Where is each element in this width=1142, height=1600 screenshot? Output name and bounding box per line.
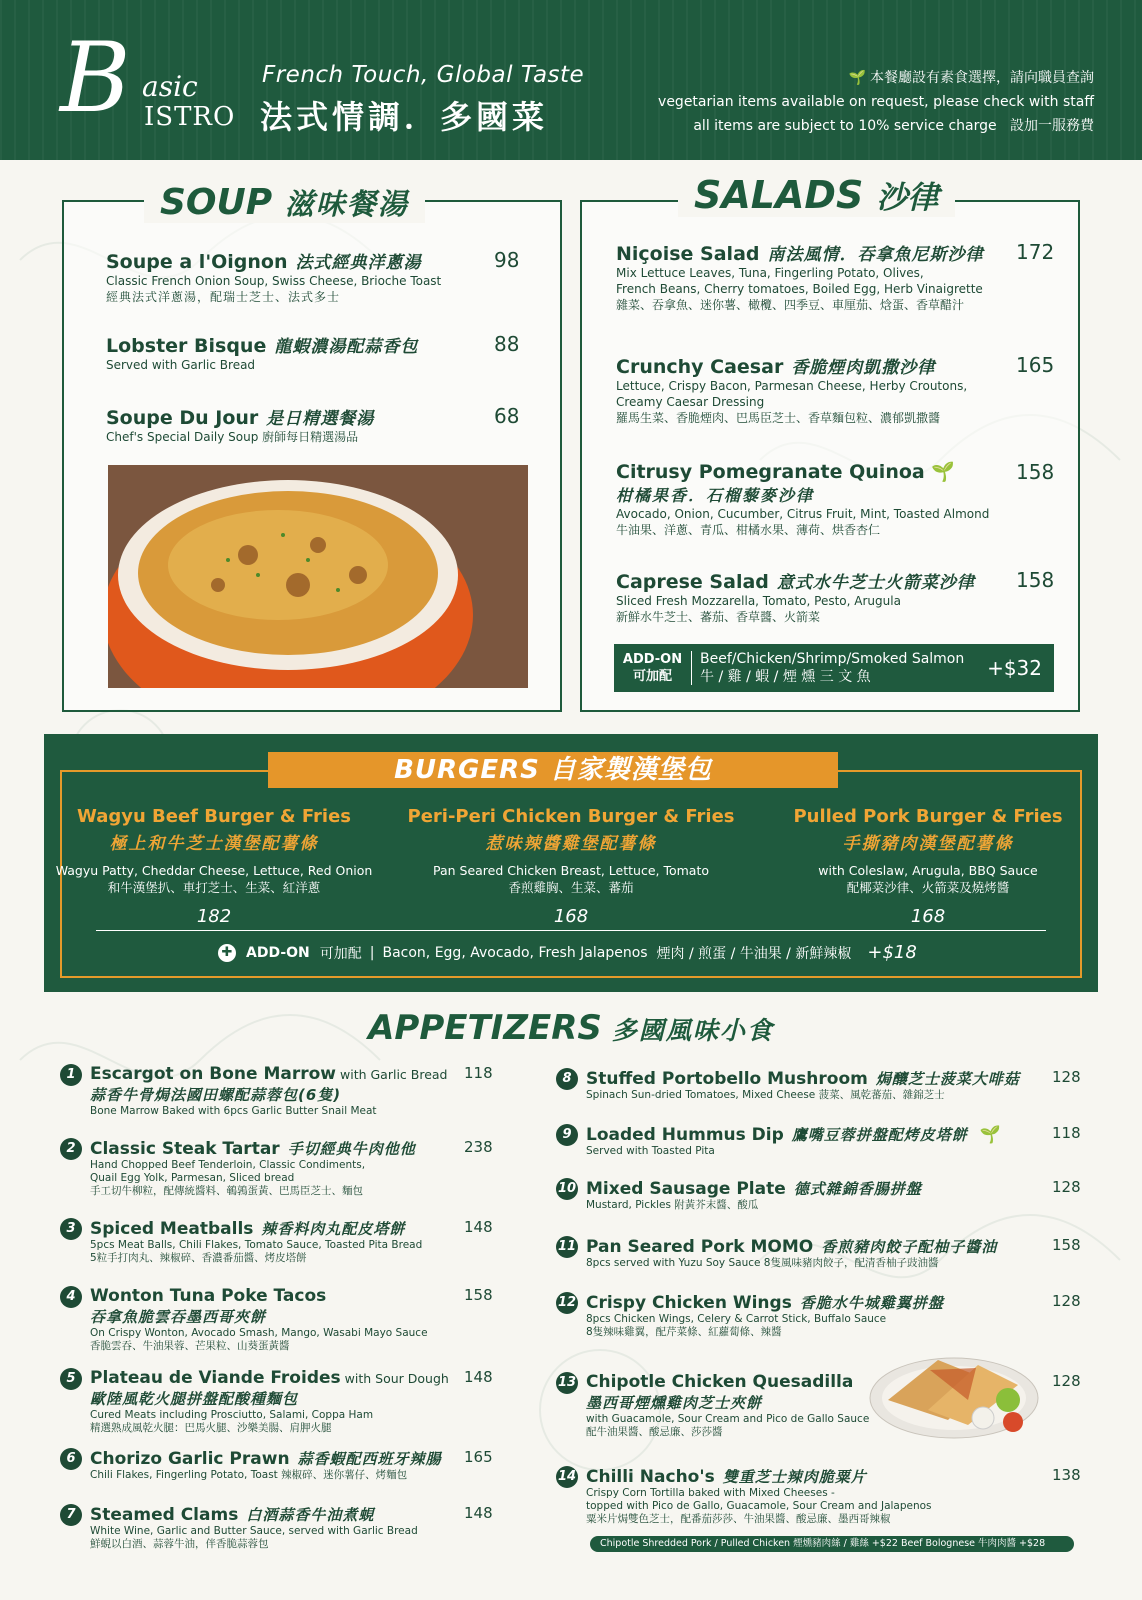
item-number: 1 bbox=[60, 1064, 82, 1086]
item-number: 6 bbox=[60, 1448, 82, 1470]
appetizers-title: APPETIZERS 多國風味小食 bbox=[368, 1008, 774, 1048]
item-number: 13 bbox=[556, 1372, 578, 1394]
appetizer-item: 2 Classic Steak Tartar 手切經典牛肉他他 Hand Chopped Beef Tenderloin, Classic Condiments, Quail Egg Yolk, Parmesan, Sliced bread 手工切牛柳粒，配傳統醬料、鵪鶉蛋黃、巴馬臣芝士、麵包 238 bbox=[60, 1138, 530, 1198]
notice-zh1: 本餐廳設有素食選擇，請向職員查詢 bbox=[870, 70, 1094, 86]
tagline-en: French Touch, Global Taste bbox=[262, 62, 585, 88]
divider bbox=[96, 930, 1046, 931]
burger-item: Pulled Pork Burger & Fries 手撕豬肉漢堡配薯條 with Coleslaw, Arugula, BBQ Sauce 配椰菜沙律、火箭菜及燒烤醬 168 bbox=[793, 806, 1063, 927]
soup-item: Soupe Du Jour 是日精選餐湯 Chef's Special Daily Soup 廚師每日精選湯品 68 bbox=[106, 404, 520, 444]
item-number: 9 bbox=[556, 1124, 578, 1146]
item-number: 8 bbox=[556, 1068, 578, 1090]
logo-initial: B bbox=[60, 22, 131, 134]
salads-title: SALADS 沙律 bbox=[678, 172, 955, 217]
item-number: 14 bbox=[556, 1466, 578, 1488]
notice-zh2: 設加一服務費 bbox=[1010, 118, 1094, 134]
salad-item: Citrusy Pomegranate Quinoa 🌱 柑橘果香．石榴藜麥沙律 Avocado, Onion, Cucumber, Citrus Fruit, Mint, Toasted Almond 牛油果、洋蔥、青瓜、柑橘水果、薄荷、烘香杏仁 158 bbox=[616, 460, 1055, 537]
soup-title: SOUP 滋味餐湯 bbox=[144, 182, 425, 223]
plus-icon: ✚ bbox=[218, 944, 236, 962]
vegetarian-leaf-icon: 🌱 bbox=[931, 461, 956, 483]
nacho-addon-bar: Chipotle Shredded Pork / Pulled Chicken 煙燻豬肉絲 / 雞絲 +$22 Beef Bolognese 牛肉肉醬 +$28 bbox=[590, 1536, 1074, 1552]
appetizer-item: 13 Chipotle Chicken Quesadilla 墨西哥煙燻雞肉芝士夾餅 with Guacamole, Sour Cream and Pico de Gallo Sauce 配牛油果醬、酸忌廉、莎莎醬 128 bbox=[557, 1372, 1081, 1438]
appetizer-item: 7 Steamed Clams 白酒蒜香牛油煮蜆 White Wine, Garlic and Butter Sauce, served with Garlic Bread 鮮蜆以白酒、蒜蓉牛油，伴香脆蒜蓉包 148 bbox=[60, 1504, 530, 1551]
leaf-icon: 🌱 bbox=[848, 70, 866, 86]
logo-line2: ISTRO bbox=[144, 102, 236, 132]
appetizer-item: 3 Spiced Meatballs 辣香料肉丸配皮塔餅 5pcs Meat Balls, Chili Flakes, Tomato Sauce, Toasted Pita Bread 5粒手打肉丸、辣椒碎、香濃番茄醬、烤皮塔餅 148 bbox=[60, 1218, 530, 1265]
appetizer-item: 5 Plateau de Viande Froides with Sour Dough 歐陸風乾火腿拼盤配酸種麵包 Cured Meats including Prosciutto, Salami, Coppa Ham 精選熟成風乾火腿：巴馬火腿、沙樂美腸、肩胛火腿 148 bbox=[60, 1368, 530, 1435]
appetizer-item: 8 Stuffed Portobello Mushroom 焗釀芝士菠菜大啡菇 Spinach Sun-dried Tomatoes, Mixed Cheese 菠菜、風乾蕃茄、雜錦芝士 128 bbox=[556, 1068, 1026, 1102]
salad-item: Caprese Salad 意式水牛芝士火箭菜沙律 Sliced Fresh Mozzarella, Tomato, Pesto, Arugula 新鮮水牛芝士、蕃茄、香草醬、火箭菜 158 bbox=[616, 568, 1055, 624]
onion-soup-photo bbox=[108, 465, 528, 688]
notice-en2: all items are subject to 10% service charge bbox=[693, 118, 997, 134]
logo bbox=[60, 22, 236, 138]
vegetarian-leaf-icon: 🌱 bbox=[979, 1125, 1001, 1145]
soup-item: Soupe a l'Oignon 法式經典洋蔥湯 Classic French Onion Soup, Swiss Cheese, Brioche Toast 經典法式洋蔥湯，配瑞士芝士、法式多士 98 bbox=[106, 248, 520, 304]
item-number: 11 bbox=[556, 1236, 578, 1258]
tagline-zh: 法式情調．多國菜 bbox=[260, 98, 549, 136]
appetizer-item: 4 Wonton Tuna Poke Tacos 吞拿魚脆雲吞墨西哥夾餅 On Crispy Wonton, Avocado Smash, Mango, Wasabi Mayo Sauce 香脆雲吞、牛油果蓉、芒果粒、山葵蛋黃醬 158 bbox=[60, 1286, 530, 1353]
soup-item: Lobster Bisque 龍蝦濃湯配蒜香包 Served with Garlic Bread 88 bbox=[106, 332, 520, 372]
burgers-title: BURGERS 自家製漢堡包 bbox=[268, 752, 838, 788]
header bbox=[0, 0, 1142, 160]
logo-line1: asic bbox=[142, 70, 198, 103]
appetizer-item: 9 Loaded Hummus Dip 鷹嘴豆蓉拼盤配烤皮塔餅 🌱 Served with Toasted Pita 118 bbox=[556, 1124, 1026, 1158]
appetizer-item: 14 Chilli Nacho's 雙重芝士辣肉脆粟片 Crispy Corn Tortilla baked with Mixed Cheeses - topped with Pico de Gallo, Guacamole, Sour Cream and Jalapenos 粟米片焗雙色芝士，配番茄莎莎、牛油果醬、酸忌廉、墨西哥辣椒 138 bbox=[557, 1466, 1081, 1525]
burger-item: Wagyu Beef Burger & Fries 極上和牛芝士漢堡配薯條 Wagyu Patty, Cheddar Cheese, Lettuce, Red Onion 和牛漢堡扒、車打芝士、生菜、紅洋蔥 182 bbox=[55, 806, 373, 927]
appetizer-item: 11 Pan Seared Pork MOMO 香煎豬肉餃子配柚子醬油 8pcs served with Yuzu Soy Sauce 8隻風味豬肉餃子，配清香柚子豉油醬 158 bbox=[557, 1236, 1081, 1269]
item-number: 12 bbox=[556, 1292, 578, 1314]
item-number: 3 bbox=[60, 1218, 82, 1240]
burger-item: Peri-Peri Chicken Burger & Fries 惹味辣醬雞堡配薯條 Pan Seared Chicken Breast, Lettuce, Tomato 香煎雞胸、生菜、蕃茄 168 bbox=[407, 806, 735, 927]
notice bbox=[658, 66, 1094, 138]
appetizer-item: 12 Crispy Chicken Wings 香脆水牛城雞翼拼盤 8pcs Chicken Wings, Celery & Carrot Stick, Buffalo Sauce 8隻辣味雞翼，配芹菜條、紅蘿蔔條、辣醬 128 bbox=[557, 1292, 1081, 1338]
appetizer-item: 1 Escargot on Bone Marrow with Garlic Bread 蒜香牛骨焗法國田螺配蒜蓉包(6隻) Bone Marrow Baked with 6pcs Garlic Butter Snail Meat 118 bbox=[60, 1064, 530, 1118]
quesadilla-photo bbox=[868, 1340, 1040, 1442]
salad-addon-bar: ADD-ON 可加配 Beef/Chicken/Shrimp/Smoked Salmon 牛 / 雞 / 蝦 / 煙 燻 三 文 魚 +$32 bbox=[614, 644, 1054, 692]
appetizer-item: 10 Mixed Sausage Plate 德式雜錦香腸拼盤 Mustard, Pickles 附黃芥末醬、酸瓜 128 bbox=[557, 1178, 1081, 1211]
item-number: 4 bbox=[60, 1286, 82, 1308]
item-number: 10 bbox=[556, 1178, 578, 1200]
salad-item: Niçoise Salad 南法風情．吞拿魚尼斯沙律 Mix Lettuce Leaves, Tuna, Fingerling Potato, Olives, French Beans, Cherry tomatoes, Boiled Egg, Herb Vinaigrette 雜菜、吞拿魚、迷你薯、橄欖、四季豆、車厘茄、焓蛋、香草醋汁 172 bbox=[616, 240, 1055, 312]
notice-en1: vegetarian items available on request, please check with staff bbox=[658, 94, 1094, 110]
burger-addon: ✚ ADD-ON 可加配 | Bacon, Egg, Avocado, Fresh Jalapenos 煙肉 / 煎蛋 / 牛油果 / 新鮮辣椒 +$18 bbox=[218, 942, 917, 963]
item-number: 5 bbox=[60, 1368, 82, 1390]
salad-item: Crunchy Caesar 香脆煙肉凱撒沙律 Lettuce, Crispy Bacon, Parmesan Cheese, Herby Croutons, Creamy Caesar Dressing 羅馬生菜、香脆煙肉、巴馬臣芝士、香草麵包粒、濃郁凱撒醬 165 bbox=[616, 353, 1055, 425]
appetizer-item: 6 Chorizo Garlic Prawn 蒜香蝦配西班牙辣腸 Chili Flakes, Fingerling Potato, Toast 辣椒碎、迷你薯仔、烤麵包 165 bbox=[60, 1448, 530, 1482]
item-number: 7 bbox=[60, 1504, 82, 1526]
item-number: 2 bbox=[60, 1138, 82, 1160]
